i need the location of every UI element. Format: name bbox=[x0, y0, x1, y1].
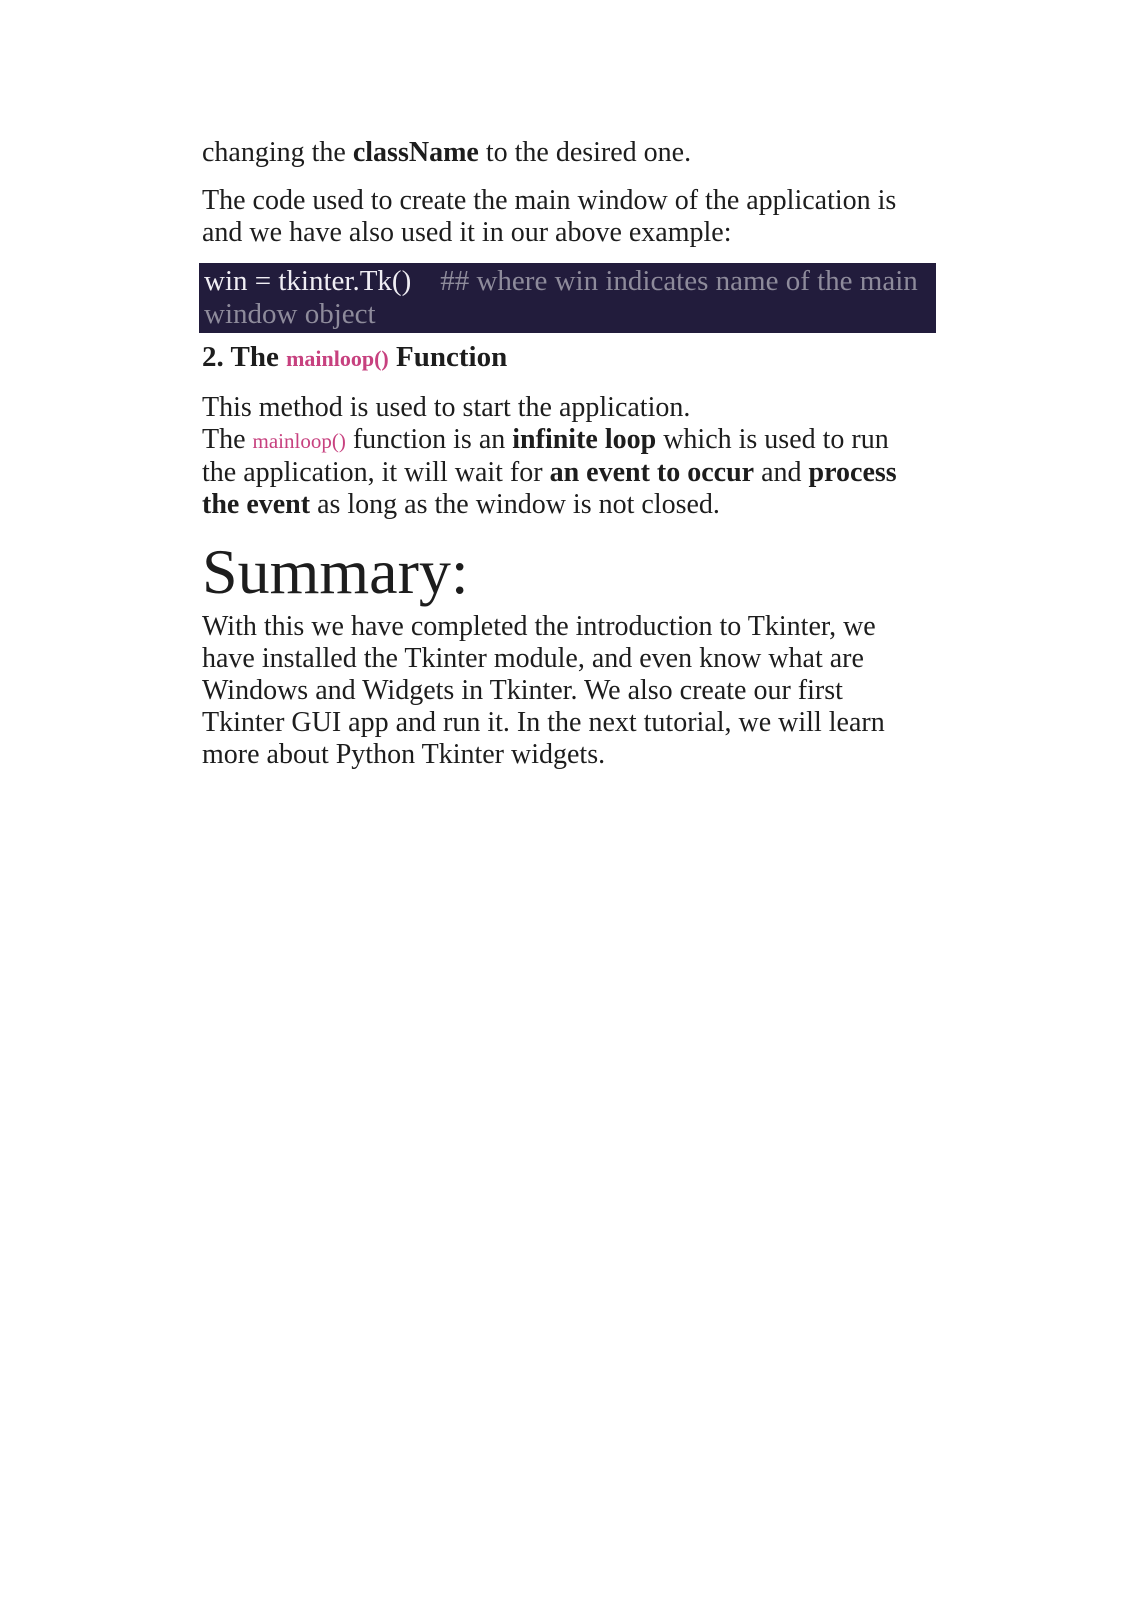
text-segment: With this we have completed the introduction to Tkinter, we bbox=[202, 611, 876, 642]
text-segment: className bbox=[352, 137, 479, 168]
text-segment: which is used to run bbox=[656, 424, 889, 455]
text-column bbox=[202, 137, 947, 771]
text-segment: win = tkinter.Tk() bbox=[204, 265, 412, 297]
text-segment: infinite loop bbox=[512, 424, 657, 455]
paragraph-mainloop-description bbox=[202, 392, 947, 521]
text-segment: mainloop() bbox=[252, 429, 346, 453]
code-block-tkinter-tk bbox=[199, 263, 936, 333]
heading-mainloop-function bbox=[202, 340, 947, 376]
text-segment: This method is used to start the application. bbox=[202, 392, 691, 423]
text-segment: 2. The bbox=[202, 341, 287, 373]
text-segment: function is an bbox=[345, 424, 513, 455]
text-segment: the application, it will wait for bbox=[202, 457, 550, 488]
heading-summary: Summary: bbox=[202, 536, 469, 607]
text-segment: an event to occur bbox=[549, 457, 755, 488]
text-segment: and bbox=[754, 457, 809, 488]
paragraph-summary-text bbox=[202, 611, 947, 771]
text-segment: Windows and Widgets in Tkinter. We also create our first bbox=[202, 675, 843, 706]
paragraph-classname bbox=[202, 137, 947, 169]
text-segment: The code used to create the main window of the application is bbox=[202, 185, 897, 216]
text-segment: have installed the Tkinter module, and even know what are bbox=[202, 643, 864, 674]
text-segment: window object bbox=[204, 298, 376, 330]
text-segment: to the desired one. bbox=[478, 137, 692, 168]
text-segment: process bbox=[808, 457, 897, 488]
text-segment: mainloop() bbox=[286, 346, 389, 371]
text-segment: ## where win indicates name of the main bbox=[411, 265, 918, 297]
text-segment: Function bbox=[388, 341, 508, 373]
paragraph-code-intro bbox=[202, 185, 947, 249]
text-segment: Tkinter GUI app and run it. In the next tutorial, we will learn bbox=[202, 707, 885, 738]
text-segment: the event bbox=[202, 489, 311, 520]
text-segment: changing the bbox=[202, 137, 353, 168]
text-segment: as long as the window is not closed. bbox=[310, 489, 720, 520]
text-segment: The bbox=[202, 424, 253, 455]
text-segment: more about Python Tkinter widgets. bbox=[202, 739, 606, 770]
text-segment: and we have also used it in our above example: bbox=[202, 217, 732, 248]
